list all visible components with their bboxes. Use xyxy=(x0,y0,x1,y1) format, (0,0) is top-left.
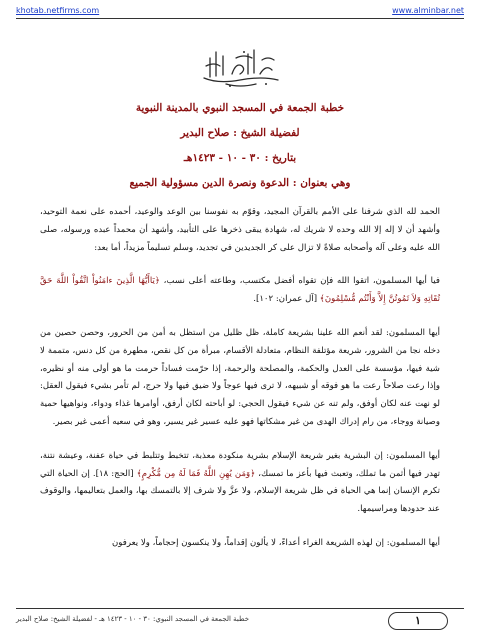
body-paragraph xyxy=(40,273,440,309)
paragraph-text: أيها المسلمون: إن البشرية بغير شريعة الإسلام بشرية منكودة معذبة، تتخبط وتتلبط في حياة عفنة، وعيشة نتنة، تهدر فيها أثمن ما تملك، وتعبث فيها بأعز ما تمسك، xyxy=(40,450,440,479)
paragraph-text: إن الحياة التي تكرم الإنسان إنما هي الحياة في ظل شريعة الإسلام، ولا عزَّ ولا شرف إلا بالتمسك بها، والعمل بتعاليمها، والوقوف عند حدودها ومراسيمها. xyxy=(40,468,440,515)
page-number-badge xyxy=(388,612,448,630)
quran-verse: ﴿وَمَن يُهِنِ اللَّهُ فَمَا لَهُ مِن مُّكْرِمٍ﴾ xyxy=(136,468,256,479)
footer-text: خطبة الجمعة في المسجد النبوي: ٣٠ - ١٠ - ١٤٢٣ هـ - لفضيلة الشيخ: صلاح البدير xyxy=(16,615,250,623)
sermon-title: خطبة الجمعة في المسجد النبوي بالمدينة النبوية xyxy=(135,102,345,114)
sermon-speaker: لفضيلة الشيخ : صلاح البدير xyxy=(180,127,300,139)
paragraph-text: فيا أيها المسلمون، اتقوا الله فإن تقواه أفضل مكتسب، وطاعته أعلى نسب، xyxy=(159,276,441,287)
sermon-date: بتاريخ : ٣٠ - ١٠ - ١٤٢٣هـ xyxy=(183,152,297,164)
basmala-calligraphy xyxy=(196,44,286,90)
page-footer xyxy=(16,612,464,632)
sermon-body xyxy=(40,204,440,569)
header-divider xyxy=(16,18,464,19)
sermon-topic: وهي بعنوان : الدعوة ونصرة الدين مسؤولية الجميع xyxy=(129,177,351,189)
paragraph-text: [آل عمران: ١٠٢]. xyxy=(253,294,320,305)
paragraph-text: أيها المسلمون: إن لهذه الشريعة الغراء أعداءً، لا يألون إقداماً، ولا ينكسون إحجاماً، ولا يعرفون xyxy=(111,537,440,548)
body-paragraph xyxy=(40,448,440,519)
header-right-link[interactable]: www.alminbar.net xyxy=(392,6,464,15)
paragraph-text: أيها المسلمون: لقد أنعم الله علينا بشريعة كاملة، ظل ظليل من استظل به أمن من الحرور، وحصن حصين من دخله نجا من الشرور، شريعة مؤتلفة النظام، متعادلة الأقسام، مبرأة من كل نقص، مطهرة من كل دنس، متممة لا شية فيها، مؤسسة على العدل والحكمة، والمصلحة والرحمة، إذا حرّمت فساداً حرمت ما هو أولى منه أو نظيره، وإذا رعت صلاحاً رعت ما هو فوقه أو شبيهه، لا ترى فيها عوجاً ولا ضيق فيها ولا حرج، لم تأمر بشيء فيقول العقل: لو نهت عنه لكان أوفق، ولم تنه عن شيء فيقول الحجي: لو أباحته لكان أرفق، أوامرها غذاء ودواء، ونواهيها حمية وصيانة ووجاء، من رام إدراك الهدى من غير مشكاتها فهو عليه عسير غير يسير، وهو في سعيه أعمى غير بصير. xyxy=(40,327,440,427)
sermon-titles xyxy=(30,96,450,196)
paragraph-text: الحمد لله الذي شرفنا على الأمم بالقرآن المجيد، وقوّم به نفوسنا بين الوعد والوعيد، أحمده على نعمة التوحيد، وأشهد أن لا إله إلا الله وحده لا شريك له، شهادة يبقى ذخرها على التأبيد، وأشهد أن محمداً عبده ورسوله، صلى الله عليه وعلى آله وأصحابه صلاةً لا تزال على كر الجديدين في تجديد، وسلم تسليماً مزيداً، أما بعد: xyxy=(40,207,440,253)
quran-verse: ﴿يَاأَيُّهَا الَّذِينَ ءامَنُواْ اتَّقُواْ اللَّهَ حَقَّ تُقَاتِهِ وَلاَ تَمُوتُنَّ إِلاَّ وَأَنْتُم مُّسْلِمُونَ﴾ xyxy=(40,276,440,305)
page-number: ١ xyxy=(415,614,421,627)
paragraph-text: [الحج: ١٨]. xyxy=(92,468,137,479)
body-paragraph xyxy=(40,325,440,432)
body-paragraph xyxy=(40,204,440,257)
body-paragraph xyxy=(40,535,440,553)
footer-divider xyxy=(16,608,464,609)
header-left-link[interactable]: khotab.netfirms.com xyxy=(16,6,100,15)
